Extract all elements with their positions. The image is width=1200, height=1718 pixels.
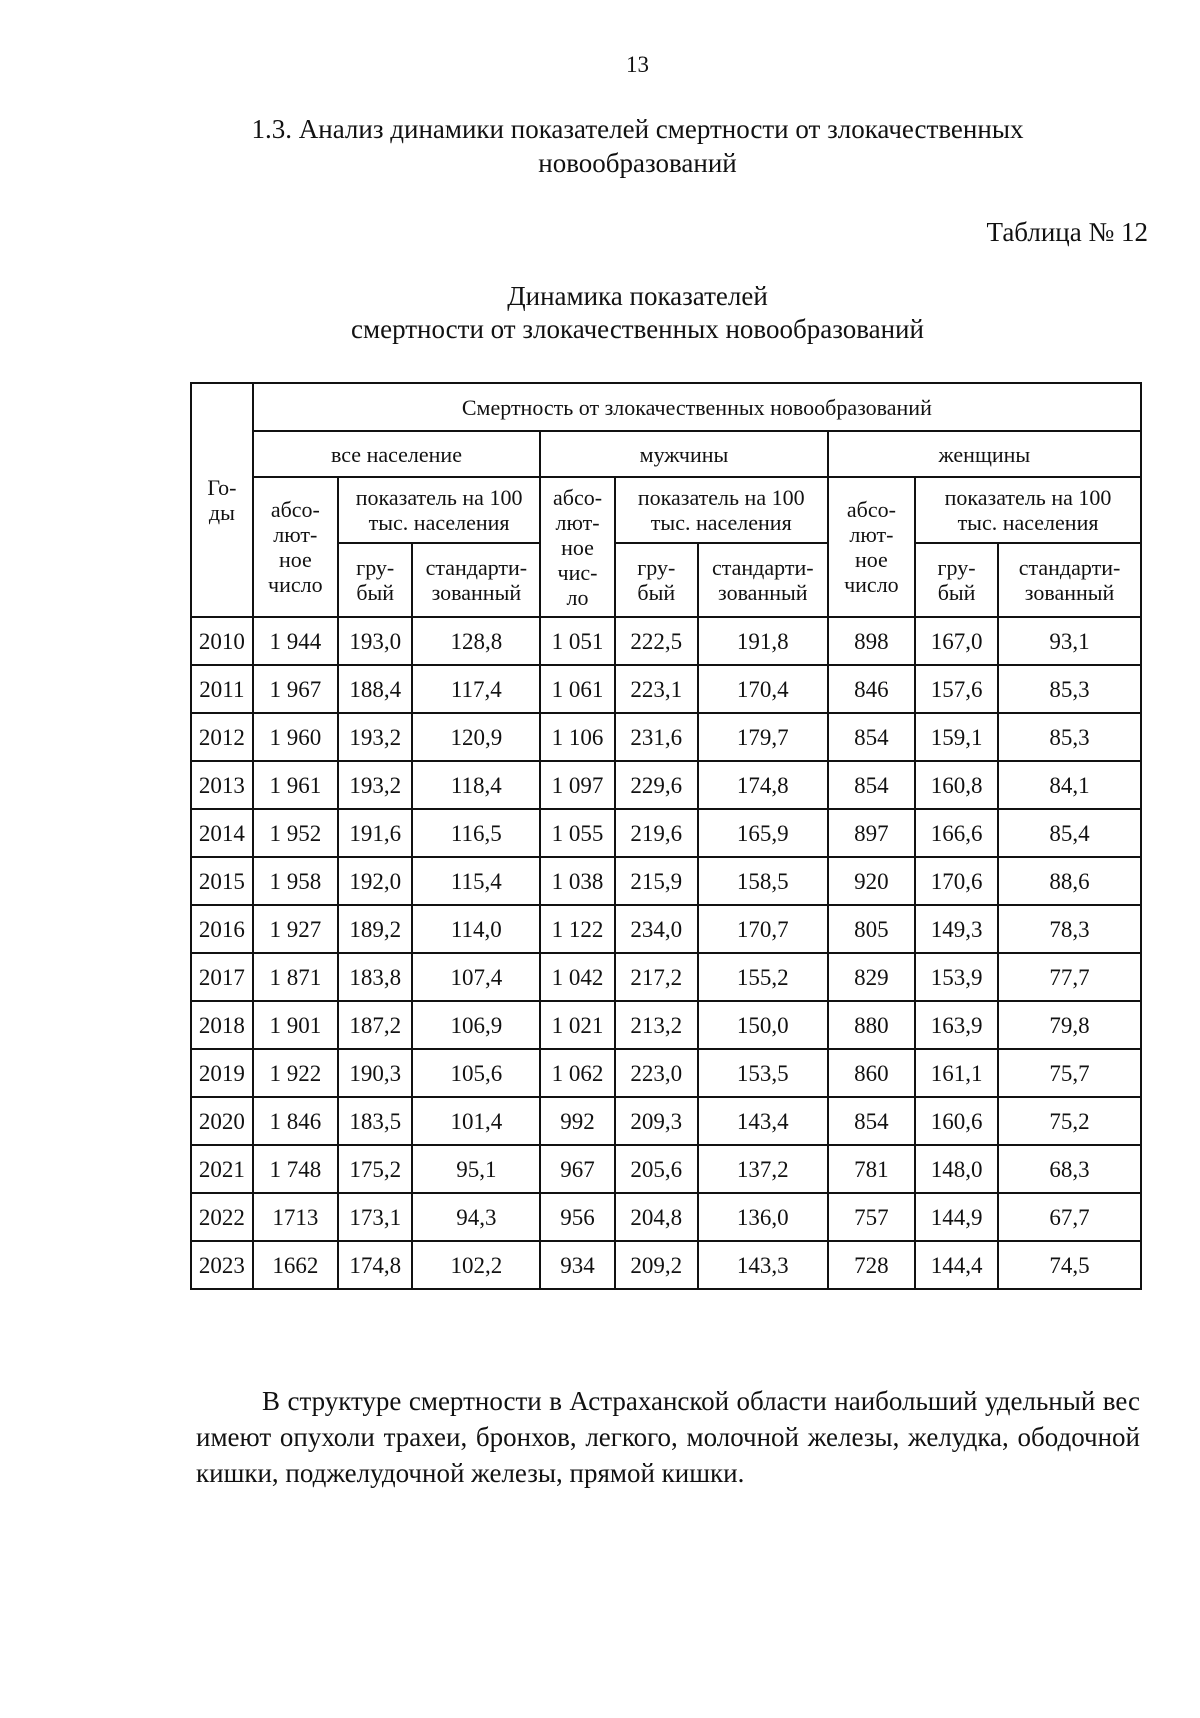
cell-absolute-women: 920 xyxy=(828,857,915,905)
cell-year: 2014 xyxy=(191,809,253,857)
cell-absolute-women: 898 xyxy=(828,617,915,665)
cell-crude-all: 192,0 xyxy=(338,857,413,905)
cell-crude-all: 187,2 xyxy=(338,1001,413,1049)
header-absolute-all: абсо- лют- ное число xyxy=(253,477,338,617)
table-caption xyxy=(0,280,1200,346)
cell-crude-all: 175,2 xyxy=(338,1145,413,1193)
cell-crude-all: 191,6 xyxy=(338,809,413,857)
cell-absolute-men: 1 097 xyxy=(540,761,615,809)
section-title-line1: 1.3. Анализ динамики показателей смертности от злокачественных xyxy=(251,114,1024,144)
cell-year: 2018 xyxy=(191,1001,253,1049)
cell-absolute-men: 967 xyxy=(540,1145,615,1193)
cell-standardized-men: 137,2 xyxy=(698,1145,828,1193)
cell-absolute-women: 829 xyxy=(828,953,915,1001)
cell-crude-women: 144,4 xyxy=(915,1241,998,1289)
header-years: Го- ды xyxy=(191,383,253,617)
cell-crude-men: 223,1 xyxy=(615,665,698,713)
cell-standardized-men: 158,5 xyxy=(698,857,828,905)
cell-absolute-all: 1 944 xyxy=(253,617,338,665)
table-row xyxy=(191,1097,1141,1145)
cell-standardized-all: 116,5 xyxy=(412,809,540,857)
header-rate-men: показатель на 100 тыс. населения xyxy=(615,477,828,543)
cell-absolute-all: 1 967 xyxy=(253,665,338,713)
cell-standardized-men: 143,4 xyxy=(698,1097,828,1145)
cell-crude-men: 209,3 xyxy=(615,1097,698,1145)
header-group-women: женщины xyxy=(828,431,1141,477)
cell-absolute-men: 1 021 xyxy=(540,1001,615,1049)
cell-crude-all: 193,2 xyxy=(338,761,413,809)
table-row xyxy=(191,761,1141,809)
cell-absolute-men: 956 xyxy=(540,1193,615,1241)
cell-absolute-women: 897 xyxy=(828,809,915,857)
table-row xyxy=(191,617,1141,665)
table-row xyxy=(191,665,1141,713)
cell-standardized-all: 118,4 xyxy=(412,761,540,809)
cell-crude-men: 204,8 xyxy=(615,1193,698,1241)
cell-standardized-women: 85,4 xyxy=(998,809,1141,857)
cell-year: 2017 xyxy=(191,953,253,1001)
cell-crude-men: 219,6 xyxy=(615,809,698,857)
cell-absolute-women: 854 xyxy=(828,761,915,809)
cell-standardized-men: 150,0 xyxy=(698,1001,828,1049)
table-header xyxy=(191,383,1141,617)
table-row xyxy=(191,1145,1141,1193)
cell-standardized-all: 95,1 xyxy=(412,1145,540,1193)
cell-standardized-men: 170,7 xyxy=(698,905,828,953)
table-row xyxy=(191,905,1141,953)
cell-year: 2010 xyxy=(191,617,253,665)
cell-standardized-all: 102,2 xyxy=(412,1241,540,1289)
section-title xyxy=(0,112,1200,180)
cell-standardized-all: 117,4 xyxy=(412,665,540,713)
cell-absolute-men: 1 038 xyxy=(540,857,615,905)
cell-absolute-men: 1 106 xyxy=(540,713,615,761)
cell-standardized-men: 136,0 xyxy=(698,1193,828,1241)
cell-standardized-women: 79,8 xyxy=(998,1001,1141,1049)
table-caption-line2: смертности от злокачественных новообразований xyxy=(351,314,924,344)
table-row xyxy=(191,857,1141,905)
header-crude-men: гру- бый xyxy=(615,543,698,617)
cell-absolute-men: 1 051 xyxy=(540,617,615,665)
cell-crude-all: 173,1 xyxy=(338,1193,413,1241)
cell-absolute-women: 860 xyxy=(828,1049,915,1097)
cell-year: 2023 xyxy=(191,1241,253,1289)
cell-crude-all: 188,4 xyxy=(338,665,413,713)
cell-crude-all: 193,0 xyxy=(338,617,413,665)
cell-year: 2022 xyxy=(191,1193,253,1241)
mortality-table xyxy=(190,382,1142,1290)
cell-crude-men: 223,0 xyxy=(615,1049,698,1097)
cell-standardized-all: 94,3 xyxy=(412,1193,540,1241)
cell-standardized-women: 88,6 xyxy=(998,857,1141,905)
table-caption-line1: Динамика показателей xyxy=(507,281,768,311)
cell-standardized-all: 120,9 xyxy=(412,713,540,761)
header-rate-women: показатель на 100 тыс. населения xyxy=(915,477,1141,543)
cell-crude-women: 159,1 xyxy=(915,713,998,761)
cell-standardized-women: 74,5 xyxy=(998,1241,1141,1289)
cell-year: 2016 xyxy=(191,905,253,953)
cell-absolute-women: 854 xyxy=(828,713,915,761)
cell-absolute-all: 1713 xyxy=(253,1193,338,1241)
cell-crude-all: 174,8 xyxy=(338,1241,413,1289)
section-title-line2: новообразований xyxy=(538,148,737,178)
cell-absolute-all: 1 922 xyxy=(253,1049,338,1097)
cell-standardized-women: 75,2 xyxy=(998,1097,1141,1145)
cell-absolute-all: 1 901 xyxy=(253,1001,338,1049)
cell-absolute-all: 1 960 xyxy=(253,713,338,761)
cell-standardized-all: 128,8 xyxy=(412,617,540,665)
cell-standardized-all: 107,4 xyxy=(412,953,540,1001)
cell-standardized-men: 165,9 xyxy=(698,809,828,857)
cell-standardized-women: 85,3 xyxy=(998,713,1141,761)
cell-year: 2011 xyxy=(191,665,253,713)
header-group-men: мужчины xyxy=(540,431,827,477)
cell-absolute-all: 1 927 xyxy=(253,905,338,953)
header-group-all: все население xyxy=(253,431,541,477)
header-standardized-women: стандарти- зованный xyxy=(998,543,1141,617)
cell-standardized-men: 143,3 xyxy=(698,1241,828,1289)
cell-crude-all: 190,3 xyxy=(338,1049,413,1097)
cell-absolute-all: 1662 xyxy=(253,1241,338,1289)
cell-absolute-men: 992 xyxy=(540,1097,615,1145)
header-standardized-men: стандарти- зованный xyxy=(698,543,828,617)
cell-standardized-men: 155,2 xyxy=(698,953,828,1001)
header-standardized-all: стандарти- зованный xyxy=(412,543,540,617)
header-rate-all: показатель на 100 тыс. населения xyxy=(338,477,540,543)
cell-absolute-women: 728 xyxy=(828,1241,915,1289)
cell-absolute-men: 1 061 xyxy=(540,665,615,713)
cell-absolute-all: 1 958 xyxy=(253,857,338,905)
table-row xyxy=(191,1049,1141,1097)
cell-standardized-women: 67,7 xyxy=(998,1193,1141,1241)
cell-absolute-men: 1 042 xyxy=(540,953,615,1001)
cell-standardized-all: 106,9 xyxy=(412,1001,540,1049)
header-absolute-men: абсо- лют- ное чис- ло xyxy=(540,477,615,617)
cell-standardized-women: 78,3 xyxy=(998,905,1141,953)
cell-crude-women: 149,3 xyxy=(915,905,998,953)
cell-crude-women: 161,1 xyxy=(915,1049,998,1097)
cell-standardized-men: 191,8 xyxy=(698,617,828,665)
cell-crude-men: 231,6 xyxy=(615,713,698,761)
cell-crude-men: 205,6 xyxy=(615,1145,698,1193)
cell-standardized-men: 170,4 xyxy=(698,665,828,713)
cell-absolute-all: 1 961 xyxy=(253,761,338,809)
cell-absolute-all: 1 748 xyxy=(253,1145,338,1193)
cell-year: 2021 xyxy=(191,1145,253,1193)
cell-year: 2013 xyxy=(191,761,253,809)
header-crude-all: гру- бый xyxy=(338,543,413,617)
cell-crude-women: 148,0 xyxy=(915,1145,998,1193)
cell-crude-men: 215,9 xyxy=(615,857,698,905)
cell-standardized-women: 77,7 xyxy=(998,953,1141,1001)
table-row xyxy=(191,809,1141,857)
cell-crude-all: 183,5 xyxy=(338,1097,413,1145)
cell-standardized-all: 114,0 xyxy=(412,905,540,953)
cell-absolute-men: 934 xyxy=(540,1241,615,1289)
cell-absolute-women: 781 xyxy=(828,1145,915,1193)
cell-crude-men: 222,5 xyxy=(615,617,698,665)
cell-year: 2012 xyxy=(191,713,253,761)
cell-standardized-women: 75,7 xyxy=(998,1049,1141,1097)
cell-absolute-all: 1 871 xyxy=(253,953,338,1001)
cell-crude-women: 144,9 xyxy=(915,1193,998,1241)
cell-crude-all: 189,2 xyxy=(338,905,413,953)
cell-crude-men: 209,2 xyxy=(615,1241,698,1289)
cell-standardized-all: 105,6 xyxy=(412,1049,540,1097)
cell-standardized-women: 85,3 xyxy=(998,665,1141,713)
cell-crude-women: 166,6 xyxy=(915,809,998,857)
cell-standardized-men: 174,8 xyxy=(698,761,828,809)
cell-crude-women: 153,9 xyxy=(915,953,998,1001)
cell-absolute-all: 1 846 xyxy=(253,1097,338,1145)
cell-crude-all: 193,2 xyxy=(338,713,413,761)
cell-year: 2020 xyxy=(191,1097,253,1145)
cell-standardized-all: 101,4 xyxy=(412,1097,540,1145)
table-row xyxy=(191,953,1141,1001)
cell-year: 2019 xyxy=(191,1049,253,1097)
cell-standardized-women: 93,1 xyxy=(998,617,1141,665)
cell-absolute-all: 1 952 xyxy=(253,809,338,857)
cell-crude-all: 183,8 xyxy=(338,953,413,1001)
header-absolute-women: абсо- лют- ное число xyxy=(828,477,915,617)
cell-crude-men: 234,0 xyxy=(615,905,698,953)
page-number: 13 xyxy=(626,52,649,77)
cell-standardized-women: 68,3 xyxy=(998,1145,1141,1193)
cell-absolute-men: 1 122 xyxy=(540,905,615,953)
cell-absolute-women: 805 xyxy=(828,905,915,953)
table-row xyxy=(191,713,1141,761)
cell-absolute-women: 854 xyxy=(828,1097,915,1145)
table-row xyxy=(191,1193,1141,1241)
cell-absolute-women: 846 xyxy=(828,665,915,713)
cell-standardized-all: 115,4 xyxy=(412,857,540,905)
cell-absolute-men: 1 055 xyxy=(540,809,615,857)
cell-crude-women: 167,0 xyxy=(915,617,998,665)
cell-crude-women: 160,6 xyxy=(915,1097,998,1145)
cell-crude-men: 213,2 xyxy=(615,1001,698,1049)
cell-standardized-men: 179,7 xyxy=(698,713,828,761)
body-paragraph: В структуре смертности в Астраханской области наибольший удельный вес имеют опухоли трахеи, бронхов, легкого, молочной железы, желудка, ободочной кишки, поджелудочной железы, прямой кишки. xyxy=(196,1386,1140,1488)
cell-standardized-women: 84,1 xyxy=(998,761,1141,809)
table-row xyxy=(191,1001,1141,1049)
cell-crude-women: 157,6 xyxy=(915,665,998,713)
cell-crude-women: 163,9 xyxy=(915,1001,998,1049)
cell-crude-women: 170,6 xyxy=(915,857,998,905)
table-row xyxy=(191,1241,1141,1289)
table-label: Таблица № 12 xyxy=(986,217,1148,247)
cell-standardized-men: 153,5 xyxy=(698,1049,828,1097)
cell-crude-women: 160,8 xyxy=(915,761,998,809)
cell-crude-men: 217,2 xyxy=(615,953,698,1001)
header-crude-women: гру- бый xyxy=(915,543,998,617)
header-main: Смертность от злокачественных новообразований xyxy=(253,383,1141,431)
table-body xyxy=(191,617,1141,1289)
cell-crude-men: 229,6 xyxy=(615,761,698,809)
cell-absolute-women: 757 xyxy=(828,1193,915,1241)
cell-absolute-men: 1 062 xyxy=(540,1049,615,1097)
cell-absolute-women: 880 xyxy=(828,1001,915,1049)
cell-year: 2015 xyxy=(191,857,253,905)
